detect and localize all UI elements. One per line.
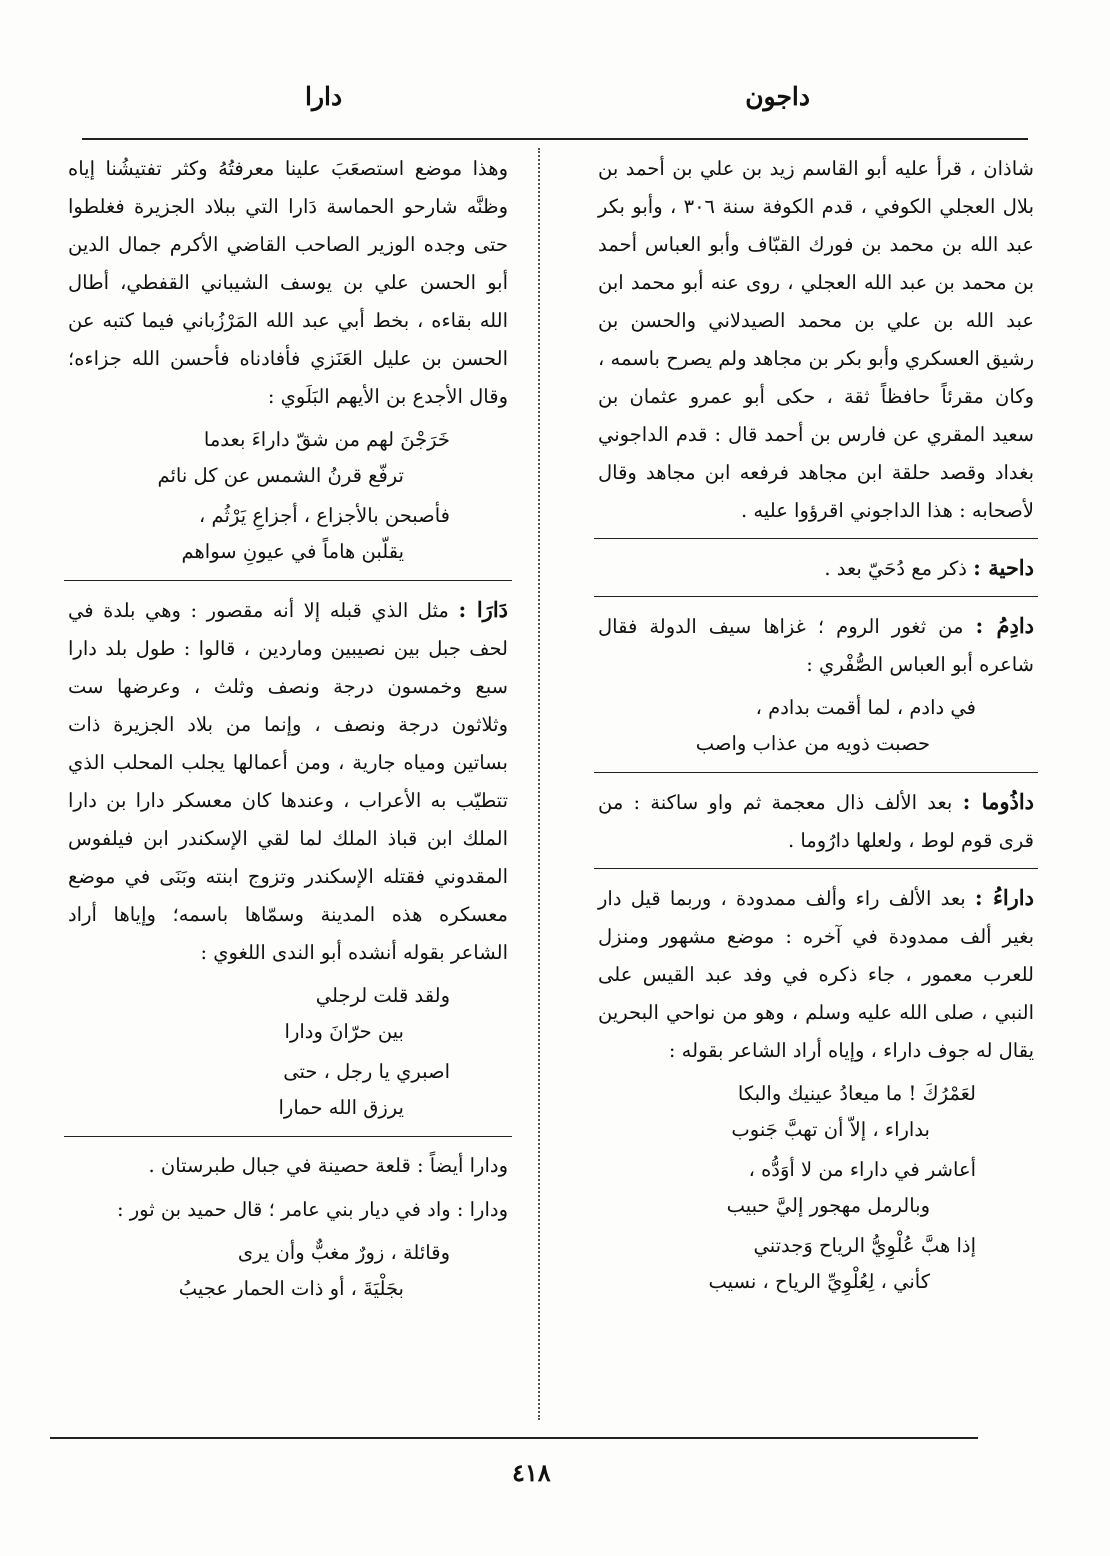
verse-line: إذا هبَّ عُلْوِيُّ الرياح وَجدتني [753,1234,976,1257]
entry-dara-hamza [598,879,1034,1070]
entry-separator [64,580,512,581]
verse-line: بين حرّانَ ودارا [284,1020,404,1043]
poem-verse [68,1235,508,1307]
poem-verse [68,422,508,494]
entry-dajun-continued: شاذان ، قرأ عليه أبو القاسم زيد بن علي بن أحمد بن بلال العجلي الكوفي ، قدم الكوفة سنة ٣٠٦ ، وأبو بكر عبد الله بن محمد بن فورك القبّاف وأبو العباس أحمد بن محمد بن عبد الله العجلي ، روى عنه أبو محمد ابن عبد الله بن علي بن محمد الصيدلاني والحسن بن رشيق العسكري وأبو بكر بن مجاهد ولم يصرح باسمه ، وكان مقرئاً حافظاً ثقة ، حكى أبو عمرو عثمان بن سعيد المقري عن فارس بن أحمد قال : قدم الداجوني بغداد وقصد حلقة ابن مجاهد فرفعه ابن مجاهد وقال لأصحابه : هذا الداجوني اقرؤوا عليه . [598,157,1034,522]
column-divider [538,148,540,1420]
poem-verse [598,690,1034,762]
verse-line: يرزق الله حمارا [278,1096,404,1119]
header-rule [82,138,1028,140]
headword-dahiya: داحية : [973,555,1034,580]
verse-line: اصبري يا رجل ، حتى [283,1060,450,1083]
entry-separator [594,868,1038,869]
footer-rule [50,1437,978,1439]
entry-dahiya [598,549,1034,588]
entry-dara-also-1: ودارا أيضاً : قلعة حصينة في جبال طبرستان . [148,1154,508,1177]
poem-abu-al-nada [68,978,508,1126]
poem-verse [68,498,508,570]
entry-dara-text: مثل الذي قبله إلا أنه مقصور : وهي بلدة في لحف جبل بين نصيبين وماردين ، قالوا : طول بلد دارا سبع وخمسون درجة ونصف وثلث ، وعرضها ست وثلاثون درجة ونصف ، وإنما من بلاد الجزيرة ذات بساتين ومياه جارية ، ومن أعمالها يجلب المحلب الذي تتطيّب به الأعراب ، وعندها كان معسكر دارا بن دارا الملك ابن قباذ الملك لما لقي الإسكندر ابن فيلفوس المقدوني فقتله الإسكندر وتزوج ابنته وبَنَى في موضع معسكره هذه المدينة وسمّاها باسمه؛ وإياها أراد الشاعر بقوله أنشده أبو الندى اللغوي : [68,599,508,964]
poem-verse [68,978,508,1050]
running-header-left: دارا [305,82,343,111]
headword-dadim: دادِمُ : [975,613,1035,638]
verse-line: يقلّبن هاماً في عيونِ سواهم [181,540,404,563]
poem-verse [598,1228,1034,1300]
entry-dadim-text: من ثغور الروم ؛ غزاها سيف الدولة فقال شاعره أبو العباس الصُّفْري : [598,615,1034,676]
verse-line: كأني ، لِعُلْوِيِّ الرياح ، نسيب [708,1270,930,1293]
verse-line: لعَمْرُكَ ! ما ميعادُ عينيك والبكا [737,1082,976,1105]
entry-separator [594,596,1038,597]
poem-dara-hamza [598,1076,1034,1300]
entry-dara-hamza-text: بعد الألف راء وألف ممدودة ، وربما قيل دار بغير ألف ممدودة في آخره : موضع مشهور ومنزل للعرب معمور ، جاء ذكره في وفد عبد القيس على النبي ، صلى الله عليه وسلم ، وهو من نواحي البحرين يقال له جوف داراء ، وإياه أراد الشاعر بقوله : [598,887,1034,1062]
verse-line: ترفّع قرنُ الشمس عن كل نائم [157,464,404,487]
verse-line: بداراء ، إلاّ أن تهبَّ جَنوب [731,1118,930,1141]
running-header-right: داجون [745,82,810,111]
entry-separator [64,1136,512,1137]
poem-verse [598,1076,1034,1148]
verse-line: في دادم ، لما أقمت بدادم ، [755,696,976,719]
verse-line: بجَلْيَةَ ، أو ذات الحمار عجيبُ [178,1277,404,1300]
verse-line: خَرَجْنَ لهم من شقّ داراءَ بعدما [203,428,450,451]
entry-dara [68,591,508,972]
entry-daraa-continued: وهذا موضع استصعَبَ علينا معرفتُهُ وكثر تفتيشُنا إياه وظنَّه شارحو الحماسة دَارا التي ببلاد الجزيرة فغلطوا حتى وجده الوزير الصاحب القاضي الأكرم جمال الدين أبو الحسن علي بن يوسف الشيباني القفطي، أطال الله بقاءه ، بخط أبي عبد الله المَرْزُباني فيما كتبه عن الحسن بن عليل العَنَزي فأفادناه فأحسن الله جزاءه؛ وقال الأجدع بن الأيهم البَلَوي : [68,157,508,408]
poem-dadim [598,690,1034,762]
verse-line: حصبت ذويه من عذاب واصب [695,732,930,755]
left-column [68,150,508,1317]
page-number: ٤١٨ [512,1458,551,1487]
verse-line: وبالرمل مهجور إليَّ حبيب [726,1194,930,1217]
right-column [598,150,1034,1310]
poem-humayd [68,1235,508,1307]
verse-line: فأصبحن بالأجزاع ، أجزاعِ يَرْثُم ، [199,504,450,527]
headword-daduma: داذُوما : [962,789,1035,814]
headword-dara-hamza: داراءُ : [974,885,1034,910]
entry-daduma [598,783,1034,860]
entry-daduma-text: بعد الألف ذال معجمة ثم واو ساكنة : من قرى قوم لوط ، ولعلها دارُوما . [598,791,1034,852]
entry-dahiya-text: ذكر مع دُحَيّ بعد . [824,557,967,580]
poem-ajdaa [68,422,508,570]
entry-separator [594,772,1038,773]
poem-verse [598,1152,1034,1224]
entry-dadim [598,607,1034,684]
verse-line: وقائلة ، زورٌ مغبٌّ وأن يرى [237,1241,450,1264]
verse-line: أعاشر في داراء من لا أوَدُّه ، [748,1158,976,1181]
entry-separator [594,538,1038,539]
verse-line: ولقد قلت لرجلي [315,984,450,1007]
poem-verse [68,1054,508,1126]
entry-dara-also-2: ودارا : واد في ديار بني عامر ؛ قال حميد بن ثور : [116,1198,508,1221]
headword-dara: دَارَا : [458,597,509,622]
